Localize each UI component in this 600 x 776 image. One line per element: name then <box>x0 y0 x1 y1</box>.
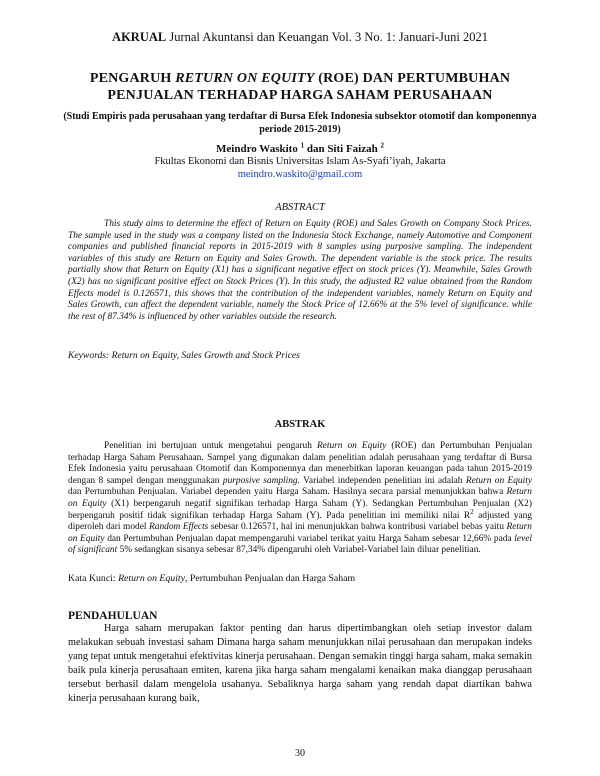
title-part-italic: RETURN ON EQUITY <box>175 71 315 86</box>
abstrak-run-italic: Return on Equity <box>68 487 532 509</box>
abstrak-run: 5% sedangkan sisanya sebesar 87,34% dipengaruhi oleh Variabel-Variabel lain diluar penelitian. <box>117 545 481 556</box>
authors <box>0 143 600 155</box>
abstrak-run-italic: Return on Equity <box>68 522 532 544</box>
abstrak-run-italic: Random Effects <box>149 522 209 533</box>
paper-subtitle: (Studi Empiris pada perusahaan yang terdaftar di Bursa Efek Indonesia subsektor otomotif dan komponennya periode 2015-2019) <box>63 111 537 135</box>
title-part: PENGARUH <box>89 71 176 86</box>
affiliation: Fkultas Ekonomi dan Bisnis Universitas Islam As-Syafi’iyah, Jakarta <box>154 156 446 167</box>
abstract-keywords: Keywords: Return on Equity, Sales Growth and Stock Prices <box>68 350 300 361</box>
abstrak-heading: ABSTRAK <box>274 419 326 430</box>
abstrak-run: adjusted yang diperoleh dari model <box>68 510 532 533</box>
author-1-mark: 1 <box>300 141 305 150</box>
abstrak-run-italic: Return on Equity <box>465 475 532 486</box>
abstrak-run: sebesar 0.126571, hal ini menunjukkan bahwa kontribusi variabel bebas yaitu <box>208 522 507 533</box>
abstrak-run: (ROE) dan Pertumbuhan Penjualan terhadap Harga Saham Perusahaan. Sampel yang digunakan dalam penelitian adalah perusahaan yang terdaftar di Bursa Efek Indonesia yaitu perusahaan Otomotif dan Komponennya dan menerbitkan laporan keuangan pada tahun 2015-2019 dengan 8 sampel dengan menggunakan <box>68 441 533 486</box>
abstrak-paragraph <box>68 441 532 557</box>
kata-kunci-italic: Return on Equity <box>118 573 185 584</box>
introduction-text <box>68 622 532 707</box>
author-2-mark: 2 <box>380 141 384 150</box>
abstrak-run: Penelitian ini bertujuan untuk mengetahui pengaruh <box>104 441 317 451</box>
abstrak-run-italic: Return on Equity <box>316 441 387 451</box>
abstrak-run: dan Pertumbuhan Penjualan. Variabel dependen yaitu Harga Saham. Hasilnya secara parsial menunjukkan bahwa <box>68 487 507 498</box>
journal-details: Jurnal Akuntansi dan Keuangan Vol. 3 No. 1: Januari-Juni 2021 <box>169 30 488 44</box>
abstract-text <box>68 219 532 323</box>
abstrak-run: (X1) berpengaruh negatif signifikan terhadap Harga Saham (Y). Sedangkan Pertumbuhan Penjualan (X2) berpengaruh positif tidak signifikan terhadap Harga Saham (Y). Pada penelitian ini memiliki nilai R <box>68 498 532 521</box>
page-number: 30 <box>295 748 305 759</box>
paper-title <box>40 70 560 104</box>
abstrak-text <box>68 441 532 557</box>
abstrak-run-italic: purposive sampling. <box>222 475 300 486</box>
title-part: (ROE) DAN PERTUMBUHAN <box>314 71 511 86</box>
author-email-link[interactable]: meindro.waskito@gmail.com <box>237 169 363 180</box>
journal-name: AKRUAL <box>112 30 167 44</box>
kata-kunci-rest: , Pertumbuhan Penjualan dan Harga Saham <box>185 573 356 584</box>
kata-kunci-label: Kata Kunci: <box>68 573 119 584</box>
abstract-heading: ABSTRACT <box>275 202 325 213</box>
abstrak-run-italic: level of significant <box>68 533 532 556</box>
running-head <box>0 30 600 45</box>
abstract-paragraph: This study aims to determine the effect of Return on Equity (ROE) and Sales Growth on Company Stock Prices. The sample used in the study was a company listed on the Indonesia Stock Exchange, namely Automotive and Component companies and published financial reports in 2015-2019 with 8 samples using purposive sampling. The independent variables of this study are Return on Equity and Sales Growth. The dependent variable is the stock price. The results partially show that Return on Equity (X1) has a significant negative effect on stock prices (Y). Meanwhile, Sales Growth (X2) has no significant positive effect on Stock Prices (Y). In this study, the adjusted R2 value obtained from the Random Effects model is 0.126571, this shows that the contribution of the independent variables, namely Return on Equity and Sales Growth, can affect the dependent variable, namely the Stock Price of 12.66% at the 5% level of significance. while the rest of 87.34% is influenced by other variables outside the research. <box>68 219 532 322</box>
introduction-heading: PENDAHULUAN <box>68 610 158 622</box>
abstrak-run: Variabel independen penelitian ini adalah <box>299 475 466 486</box>
kata-kunci <box>68 573 355 584</box>
abstrak-run: dan Pertumbuhan Penjualan dapat mempengaruhi variabel terikat yaitu Harga Saham sebesar 12,66% pada <box>104 533 515 544</box>
title-line-1 <box>40 70 560 87</box>
author-1: Meindro Waskito <box>216 143 301 155</box>
title-line-2: PENJUALAN TERHADAP HARGA SAHAM PERUSAHAAN <box>107 88 493 103</box>
author-2: dan Siti Faizah <box>304 143 381 155</box>
abstrak-superscript: 2 <box>470 507 474 516</box>
introduction-paragraph: Harga saham merupakan faktor penting dan harus dipertimbangkan oleh setiap investor dalam melakukan sebuah investasi saham Dimana harga saham menunjukkan nilai perusahaan dan merupakan indeks yang tepat untuk mengetahui efektivitas kinerja perusahaan. Dengan semakin tinggi harga saham, maka semakin baik pula kinerja perusahaan emiten, karena jika harga saham mengalami kenaikan maka dianggap perusahaan tersebut berhasil dalam mengelola usahanya. Sebaliknya harga saham yang rendah dapat diartikan bahwa kinerja perusahaan kurang baik, <box>68 623 532 705</box>
